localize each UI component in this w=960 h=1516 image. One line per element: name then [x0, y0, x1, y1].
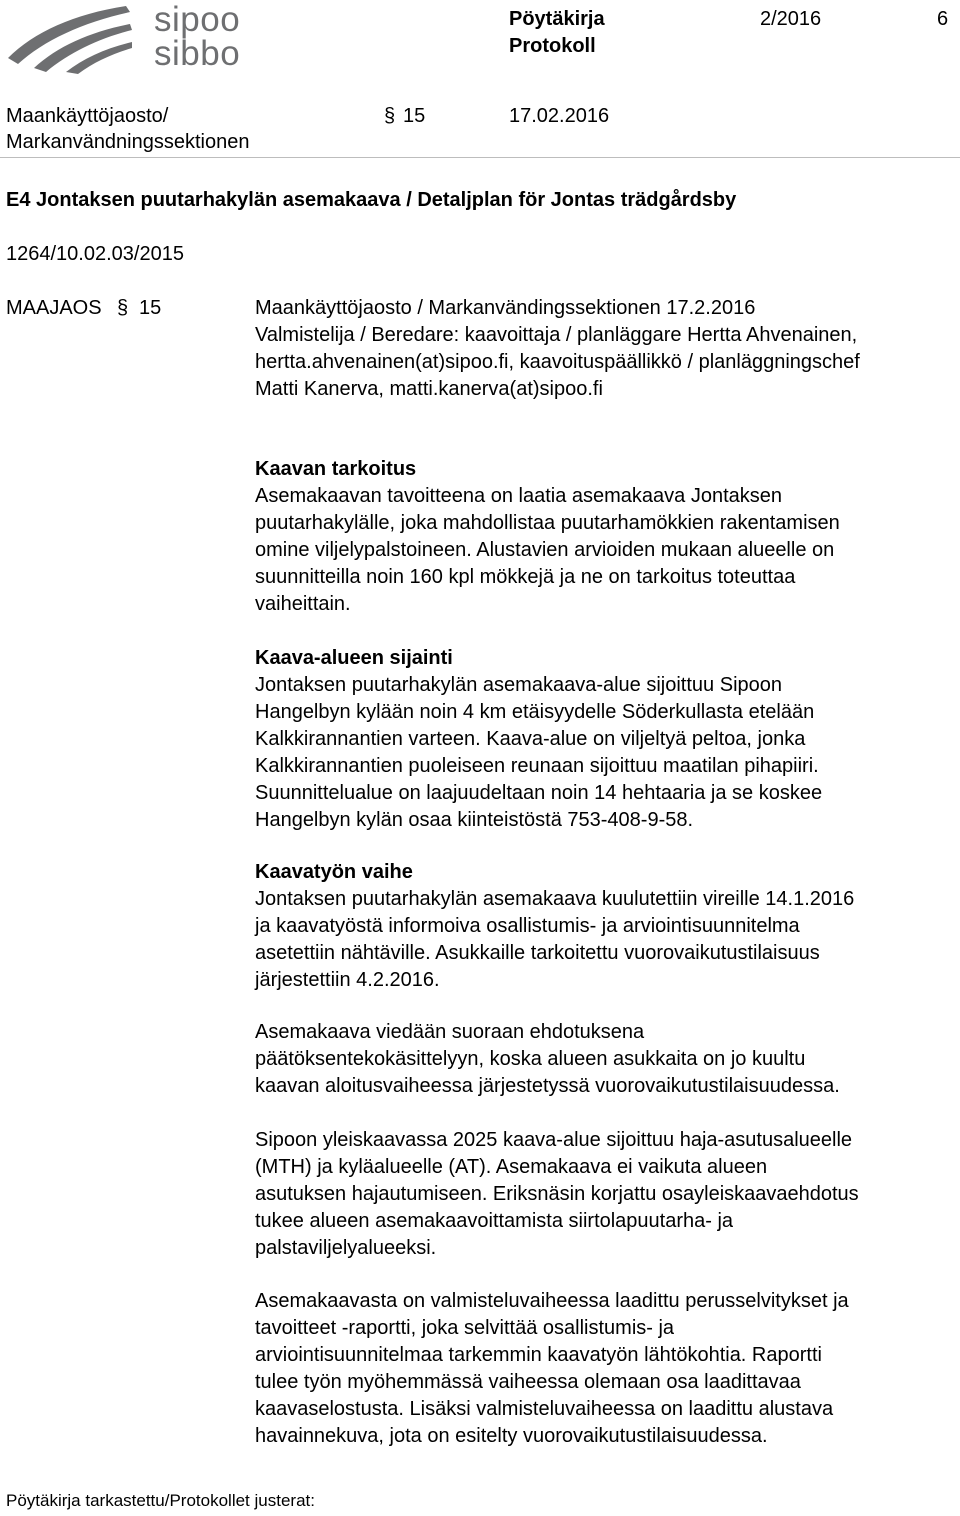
body-line: Asemakaavan tavoitteena on laatia asemakaava Jontaksen	[255, 485, 783, 507]
issue-number: 2/2016	[760, 8, 822, 30]
body-line: havainnekuva, jota on esitelty vuorovaikutustilaisuudessa.	[255, 1425, 768, 1447]
section-symbol: §	[384, 105, 396, 127]
body-line: Kalkkirannantien varteen. Kaava-alue on viljeltyä peltoa, jonka	[255, 728, 806, 750]
body-line: palstaviljelyalueeksi.	[255, 1237, 437, 1259]
body-line: arviointisuunnitelmaa tarkemmin kaavatyön lähtökohtia. Raportti	[255, 1344, 822, 1366]
reference-label: MAAJAOS	[6, 297, 102, 319]
paragraph-master-plan	[255, 1127, 955, 1262]
body-line: Asemakaava viedään suoraan ehdotuksena	[255, 1021, 645, 1043]
section-heading: Kaavan tarkoitus	[255, 458, 417, 480]
body-line: tavoitteet -raportti, joka selvittää osallistumis- ja	[255, 1317, 675, 1339]
body-line: kaavan aloitusvaiheessa järjestetyssä vuorovaikutustilaisuudessa.	[255, 1075, 840, 1097]
meeting-date: 17.02.2016	[509, 105, 610, 127]
body-line: omine viljelypalstoineen. Alustavien arvioiden mukaan alueelle on	[255, 539, 835, 561]
reference-number: 15	[139, 297, 162, 319]
diary-number: 1264/10.02.03/2015	[6, 243, 184, 265]
sipoo-sibbo-logo	[4, 2, 264, 74]
preparer-block	[255, 295, 955, 403]
body-line: Hangelbyn kylään noin 4 km etäisyydelle Söderkullasta etelään	[255, 701, 815, 723]
body-line: Sipoon yleiskaavassa 2025 kaava-alue sijoittuu haja-asutusalueelle	[255, 1129, 853, 1151]
body-line: asetettiin nähtäville. Asukkaille tarkoitettu vuorovaikutustilaisuus	[255, 942, 820, 964]
header-divider	[0, 157, 960, 158]
doc-type-fi: Pöytäkirja	[509, 8, 605, 30]
body-line: Suunnittelualue on laajuudeltaan noin 14 hehtaaria ja se koskee	[255, 782, 823, 804]
preparer-line: Valmistelija / Beredare: kaavoittaja / planläggare Hertta Ahvenainen,	[255, 324, 858, 346]
preparer-line: Matti Kanerva, matti.kanerva(at)sipoo.fi	[255, 378, 603, 400]
body-line: Asemakaavasta on valmisteluvaiheessa laadittu perusselvitykset ja	[255, 1290, 849, 1312]
body-line: Kalkkirannantien puoleiseen reunaan sijoittuu maatilan pihapiiri.	[255, 755, 819, 777]
logo-word-sibbo: sibbo	[154, 34, 241, 73]
body-name-fi: Maankäyttöjaosto/	[6, 105, 169, 127]
body-line: suunnitteilla noin 160 kpl mökkejä ja ne on tarkoitus toteuttaa	[255, 566, 796, 588]
body-line: vaiheittain.	[255, 593, 351, 615]
section-location	[255, 645, 955, 834]
preparer-line: Maankäyttöjaosto / Markanvändingssektionen 17.2.2016	[255, 297, 756, 319]
body-line: kaavaselostusta. Lisäksi valmisteluvaiheessa on laadittu alustava	[255, 1398, 834, 1420]
footer-verification-label: Pöytäkirja tarkastettu/Protokollet justerat:	[6, 1491, 315, 1510]
doc-type-sv: Protokoll	[509, 35, 596, 57]
section-heading: Kaavatyön vaihe	[255, 861, 413, 883]
body-line: järjestettiin 4.2.2016.	[255, 969, 440, 991]
body-line: tulee työn myöhemmässä vaiheessa olemaan osa laadittavaa	[255, 1371, 801, 1393]
logo-word-sipoo: sipoo	[154, 0, 241, 39]
section-phase	[255, 859, 955, 994]
item-title: E4 Jontaksen puutarhakylän asemakaava / Detaljplan för Jontas trädgårdsby	[6, 189, 737, 211]
paragraph-proposal	[255, 1019, 955, 1100]
body-line: (MTH) ja kyläalueelle (AT). Asemakaava ei vaikuta alueen	[255, 1156, 768, 1178]
section-heading: Kaava-alueen sijainti	[255, 647, 453, 669]
body-line: asutuksen hajautumiseen. Eriksnäsin korjattu osayleiskaavaehdotus	[255, 1183, 859, 1205]
paragraph-preparation	[255, 1288, 955, 1450]
body-name-sv: Markanvändningssektionen	[6, 131, 250, 153]
section-number: 15	[403, 105, 426, 127]
body-line: tukee alueen asemakaavoittamista siirtolapuutarha- ja	[255, 1210, 734, 1232]
reference-symbol: §	[117, 297, 129, 319]
body-line: päätöksentekokäsittelyyn, koska alueen asukkaita on jo kuultu	[255, 1048, 806, 1070]
body-line: ja kaavatyöstä informoiva osallistumis- ja arviointisuunnitelma	[255, 915, 800, 937]
preparer-line: hertta.ahvenainen(at)sipoo.fi, kaavoituspäällikkö / planläggningschef	[255, 351, 860, 373]
body-line: Jontaksen puutarhakylän asemakaava kuulutettiin vireille 14.1.2016	[255, 888, 855, 910]
section-purpose	[255, 456, 955, 618]
body-line: Jontaksen puutarhakylän asemakaava-alue sijoittuu Sipoon	[255, 674, 783, 696]
body-line: puutarhakylälle, joka mahdollistaa puutarhamökkien rakentamisen	[255, 512, 840, 534]
page-number: 6	[937, 8, 949, 30]
body-line: Hangelbyn kylän osaa kiinteistöstä 753-408-9-58.	[255, 809, 694, 831]
logo-swoosh-icon	[4, 2, 134, 74]
